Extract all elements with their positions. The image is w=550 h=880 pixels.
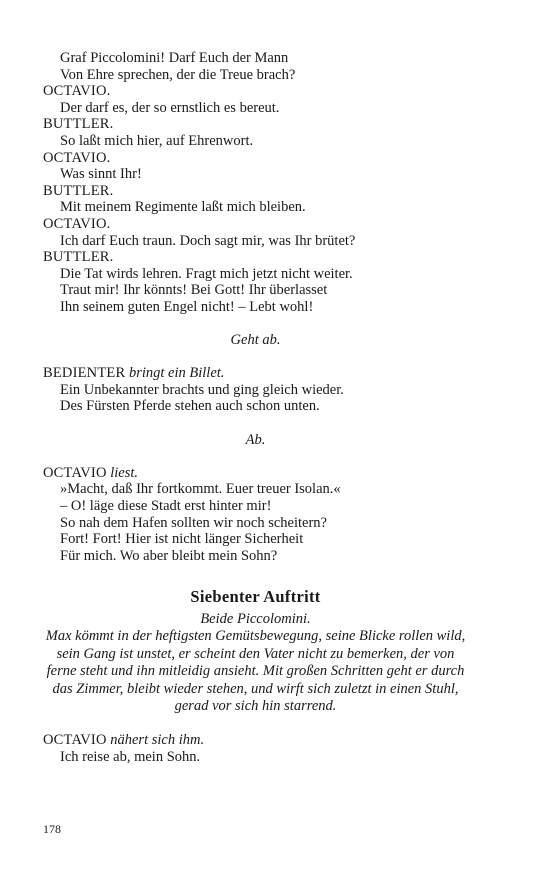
speaker-name: OCTAVIO. xyxy=(43,149,111,166)
verse-line: Ein Unbekannter brachts und ging gleich wieder. xyxy=(60,381,344,398)
blank-line xyxy=(43,316,468,333)
speaker-name: BUTTLER. xyxy=(43,116,114,133)
blank-line xyxy=(43,415,468,432)
verse-line: So nah dem Hafen sollten wir noch scheitern? xyxy=(60,514,327,531)
verse-line: Des Fürsten Pferde stehen auch schon unten. xyxy=(60,398,320,415)
blank-line xyxy=(43,715,468,732)
verse-line: Mit meinem Regimente laßt mich bleiben. xyxy=(60,199,306,216)
speaker-with-direction xyxy=(43,365,468,382)
speaker-name: OCTAVIO xyxy=(43,732,107,749)
verse-line: Von Ehre sprechen, der die Treue brach? xyxy=(60,66,296,83)
page-text-body xyxy=(43,50,468,765)
stage-direction: liest. xyxy=(110,464,139,481)
stage-direction: nähert sich ihm. xyxy=(110,732,205,749)
verse-line: Graf Piccolomini! Darf Euch der Mann xyxy=(60,50,289,66)
speaker-with-direction xyxy=(43,732,468,749)
stage-direction: Geht ab. xyxy=(230,332,281,349)
verse-line: So laßt mich hier, auf Ehrenwort. xyxy=(60,132,254,149)
verse-line: Der darf es, der so ernstlich es bereut. xyxy=(60,99,280,116)
verse-line: Ich darf Euch traun. Doch sagt mir, was Ihr brütet? xyxy=(60,232,356,249)
blank-line xyxy=(43,448,468,465)
blank-line xyxy=(43,564,468,581)
speaker-name: OCTAVIO. xyxy=(43,83,111,100)
speaker-name: OCTAVIO. xyxy=(43,215,111,232)
blank-line xyxy=(43,349,468,366)
verse-line: Ihn seinem guten Engel nicht! – Lebt wohl! xyxy=(60,298,314,315)
scene-description: Max kömmt in der heftigsten Gemütsbewegung, seine Blicke rollen wild, sein Gang ist unstet, er scheint den Vater nicht zu bemerken, der von ferne steht und ihn mitleidig ansieht. Mit großen Schritten geht er durch das Zimmer, bleibt wieder stehen, und wirft sich zuletzt in einen Stuhl, gerad vor sich hin starrend. xyxy=(45,628,466,715)
verse-line: Was sinnt Ihr! xyxy=(60,166,142,183)
verse-line: Fort! Fort! Hier ist nicht länger Sicherheit xyxy=(60,531,304,548)
stage-direction: Ab. xyxy=(245,431,266,448)
speaker-with-direction xyxy=(43,465,468,482)
verse-line: Für mich. Wo aber bleibt mein Sohn? xyxy=(60,547,278,564)
verse-line: »Macht, daß Ihr fortkommt. Euer treuer Isolan.« xyxy=(60,481,341,498)
scene-heading: Siebenter Auftritt xyxy=(190,587,321,606)
verse-line: Die Tat wirds lehren. Fragt mich jetzt nicht weiter. xyxy=(60,265,353,282)
stage-direction: bringt ein Billet. xyxy=(128,365,225,382)
verse-line: Traut mir! Ihr könnts! Bei Gott! Ihr überlasset xyxy=(60,282,328,299)
speaker-name: BUTTLER. xyxy=(43,249,114,266)
verse-line: Ich reise ab, mein Sohn. xyxy=(60,748,201,765)
page-number: 178 xyxy=(43,822,61,836)
verse-line: – O! läge diese Stadt erst hinter mir! xyxy=(60,498,272,515)
speaker-name: BUTTLER. xyxy=(43,182,114,199)
speaker-name: BEDIENTER xyxy=(43,365,126,382)
scene-description: Beide Piccolomini. xyxy=(200,611,311,627)
speaker-name: OCTAVIO xyxy=(43,464,107,481)
